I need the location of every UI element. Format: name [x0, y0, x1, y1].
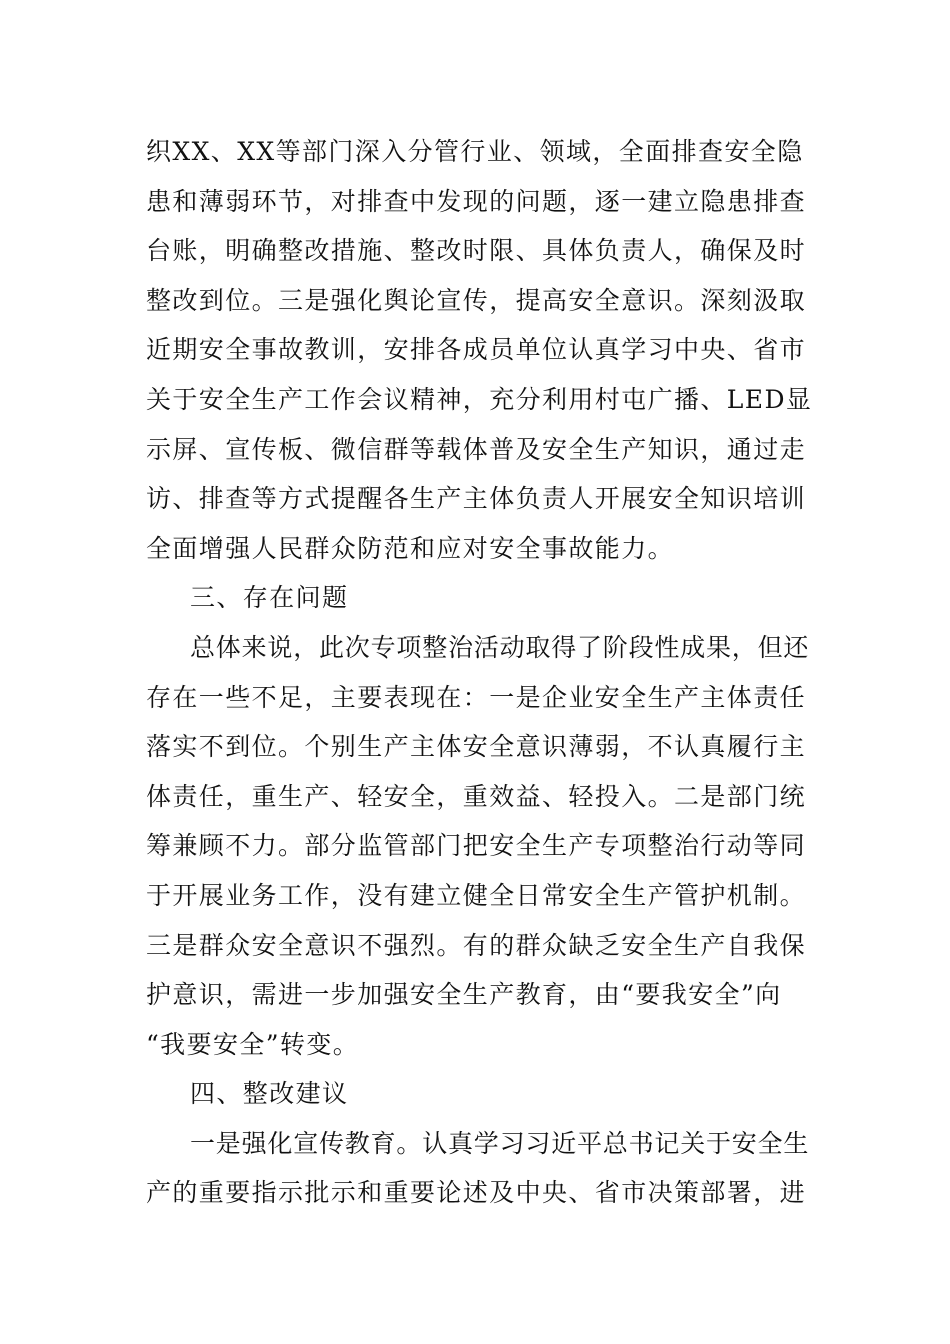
body-line: 落实不到位。个别生产主体安全意识薄弱，不认真履行主: [146, 732, 807, 762]
section-heading-suggestions: 四、整改建议: [190, 1079, 349, 1109]
body-line: 体责任，重生产、轻安全，重效益、轻投入。二是部门统: [146, 781, 807, 811]
body-line: 近期安全事故教训，安排各成员单位认真学习中央、省市: [146, 335, 807, 365]
body-line: 于开展业务工作，没有建立健全日常安全生产管护机制。: [146, 880, 807, 910]
body-line: 患和薄弱环节，对排查中发现的问题，逐一建立隐患排查: [146, 186, 807, 216]
paragraph-first-line: 总体来说，此次专项整治活动取得了阶段性成果，但还: [190, 632, 810, 662]
body-line: 台账，明确整改措施、整改时限、具体负责人，确保及时: [146, 236, 807, 266]
body-line: 示屏、宣传板、微信群等载体普及安全生产知识，通过走: [146, 434, 807, 464]
section-heading-problems: 三、存在问题: [190, 583, 349, 613]
body-line: 三是群众安全意识不强烈。有的群众缺乏安全生产自我保: [146, 930, 807, 960]
paragraph-first-line: 一是强化宣传教育。认真学习习近平总书记关于安全生: [190, 1128, 810, 1158]
body-line: “我要安全”转变。: [146, 1029, 360, 1059]
body-line: 关于安全生产工作会议精神，充分利用村屯广播、LED显: [146, 384, 813, 414]
body-line: 护意识，需进一步加强安全生产教育，由“要我安全”向: [146, 980, 782, 1010]
body-line: 访、排查等方式提醒各生产主体负责人开展安全知识培训: [146, 484, 807, 514]
body-line: 整改到位。三是强化舆论宣传，提高安全意识。深刻汲取: [146, 285, 807, 315]
body-line: 存在一些不足，主要表现在：一是企业安全生产主体责任: [146, 682, 807, 712]
body-line: 全面增强人民群众防范和应对安全事故能力。: [146, 533, 675, 563]
body-line: 产的重要指示批示和重要论述及中央、省市决策部署，进: [146, 1178, 807, 1208]
body-line: 织XX、XX等部门深入分管行业、领域，全面排查安全隐: [146, 137, 804, 166]
document-page: [146, 127, 812, 1218]
body-line: 筹兼顾不力。部分监管部门把安全生产专项整治行动等同: [146, 831, 807, 861]
